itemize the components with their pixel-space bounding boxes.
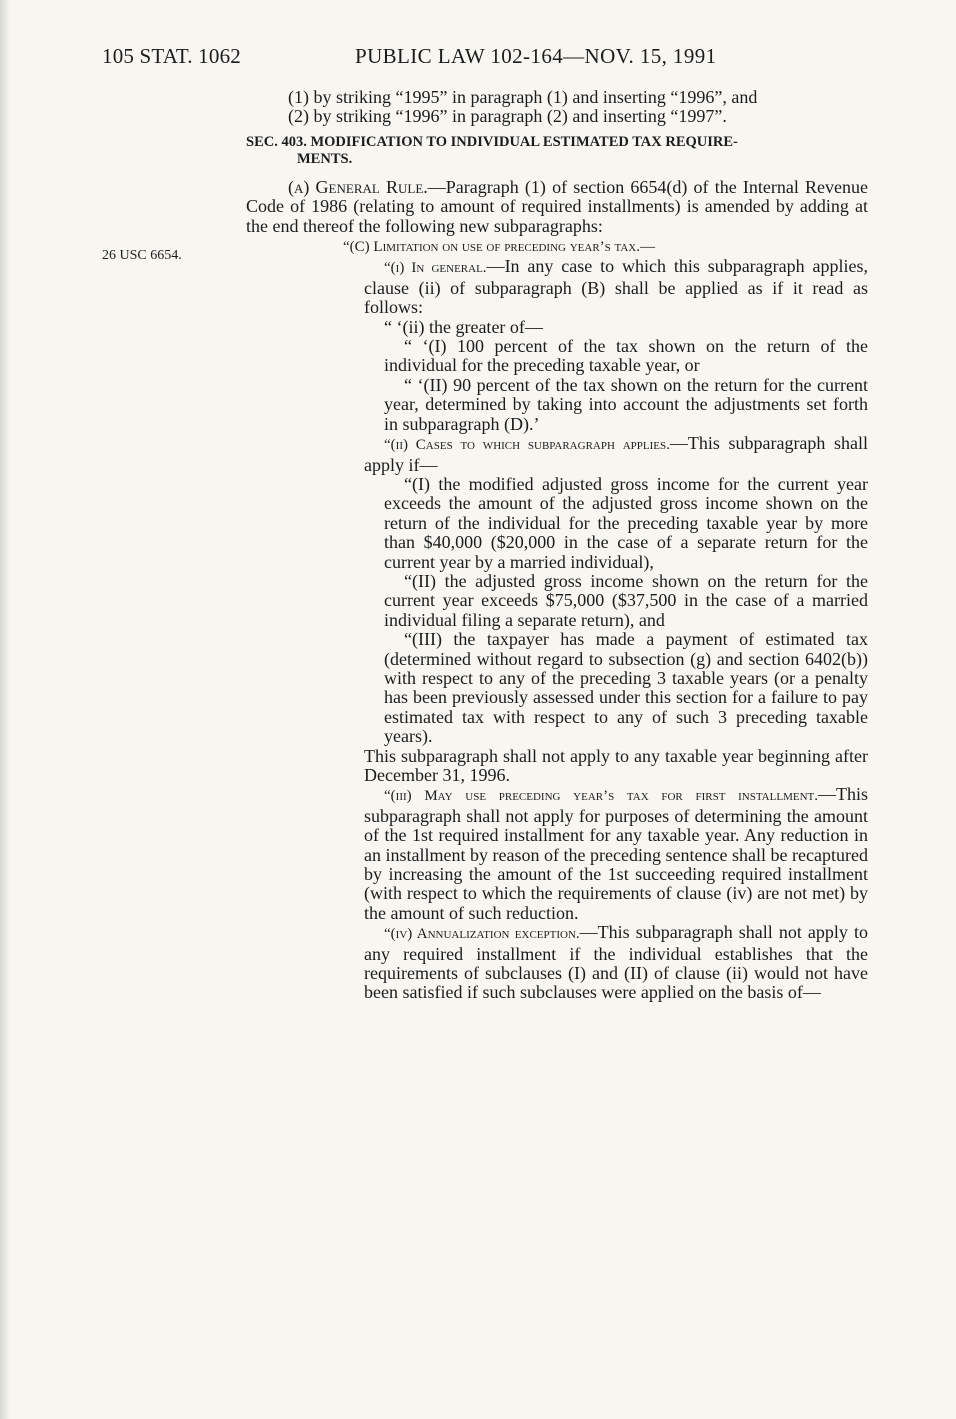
section-heading-line2: MENTS. — [297, 150, 353, 167]
clause-ii-text: —This subparagraph shall apply if— — [364, 433, 868, 475]
clause-iv — [246, 923, 868, 1003]
clause-i-heading: “(i) In general. — [384, 260, 487, 277]
subclause-III: “(III) the taxpayer has made a payment of estimated tax (determined without regard to subsection (g) and section 6402(b)) with respect to any of the preceding 3 taxable years (or a penalty has been previously assessed under this section for a failure to pay estimated tax with respect to any of such 3 preceding taxable years). — [384, 629, 868, 747]
quoted-clause-ii: “ ‘(ii) the greater of— — [384, 316, 543, 337]
paragraph-2: (2) by striking “1996” in paragraph (2) and inserting “1997”. — [288, 106, 727, 127]
subparagraph-c-heading — [246, 236, 868, 257]
section-heading — [246, 134, 868, 168]
subclause-I: “(I) the modified adjusted gross income for the current year exceeds the amount of the adjusted gross income shown on the return of the individual for the preceding taxable year by more than $40,000 ($20,000 in the case of a separate return for the current year by a married individual), — [384, 473, 868, 572]
clause-iv-text: —This subparagraph shall not apply to any required installment if the individual establishes that the requirements of subclauses (I) and (II) of clause (ii) would not have been satisfied if such subclauses were applied on the basis of— — [364, 922, 868, 1003]
subparagraph-c-heading-text: “(C) Limitation on use of preceding year’s tax.— — [343, 239, 655, 256]
document-body — [246, 88, 868, 1003]
page-header-stat: 105 STAT. 1062 — [102, 44, 241, 68]
clause-ii-heading: “(ii) Cases to which subparagraph applies. — [384, 437, 670, 454]
clause-i — [246, 257, 868, 317]
margin-citation: 26 USC 6654. — [102, 248, 182, 263]
quoted-subclause-II: “ ‘(II) 90 percent of the tax shown on the return for the current year, determined by taking into account the adjustments set forth in subparagraph (D).’ — [384, 374, 868, 434]
subsection-a-text: —Paragraph (1) of section 6654(d) of the Internal Revenue Code of 1986 (relating to amount of required installments) is amended by adding at the end thereof the following new subparagraphs: — [246, 176, 868, 236]
quoted-subclause-I: “ ‘(I) 100 percent of the tax shown on the return of the individual for the preceding taxable year, or — [384, 336, 868, 376]
subsection-a — [246, 178, 868, 236]
clause-iii-heading: “(iii) May use preceding year’s tax for first installment. — [384, 788, 818, 805]
clause-iii-text: —This subparagraph shall not apply for purposes of determining the amount of the 1st required installment for any taxable year. Any reduction in an installment by reason of the preceding sentence shall be recaptured by increasing the amount of the 1st succeeding required installment (with respect to which the requirements of clause (iv) are not met) by the amount of such reduction. — [364, 784, 868, 923]
clause-i-text: —In any case to which this subparagraph applies, clause (ii) of subparagraph (B) shall be applied as if it read as follows: — [364, 256, 869, 318]
clause-ii — [246, 434, 868, 475]
paragraph-1: (1) by striking “1995” in paragraph (1) and inserting “1996”, and — [288, 87, 758, 107]
page-edge-shadow — [0, 0, 10, 1419]
subsection-a-heading: (a) General Rule. — [288, 176, 428, 197]
page-header-law: PUBLIC LAW 102-164—NOV. 15, 1991 — [355, 44, 717, 68]
clause-iii — [246, 785, 868, 923]
section-heading-line1: SEC. 403. MODIFICATION TO INDIVIDUAL ESTIMATED TAX REQUIRE- — [246, 133, 738, 150]
subclause-II: “(II) the adjusted gross income shown on the return for the current year exceeds $75,000 ($37,500 in the case of a married individual filing a separate return), and — [384, 570, 868, 630]
flush-language: This subparagraph shall not apply to any taxable year beginning after December 31, 1996. — [364, 745, 868, 785]
clause-iv-heading: “(iv) Annualization exception. — [384, 926, 580, 943]
